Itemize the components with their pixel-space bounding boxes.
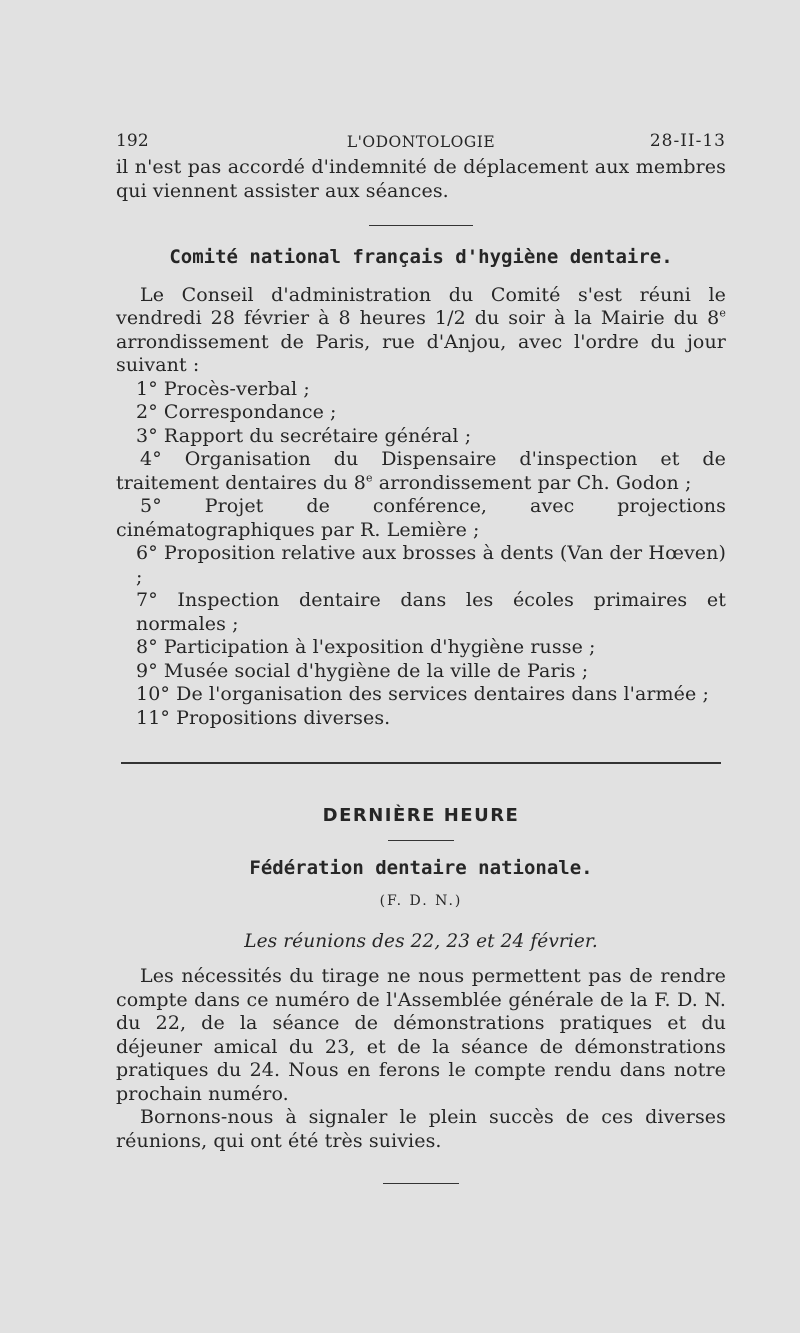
page-number: 192 [116,131,149,151]
agenda-item: 7° Inspection dentaire dans les écoles primaires et normales ; [136,589,726,635]
comite-heading: Comité national français d'hygiène dentaire. [169,246,673,268]
intro-paragraph: il n'est pas accordé d'indemnité de déplacement aux membres qui viennent assister aux séances. [116,156,726,202]
agenda-item: 3° Rapport du secrétaire général ; [136,424,472,447]
running-header [116,130,726,156]
journal-title: L'ODONTOLOGIE [346,133,496,151]
report-paragraph: Les nécessités du tirage ne nous permettent pas de rendre compte dans ce numéro de l'Assemblée générale de la F. D. N. du 22, de la séance de démonstrations pratiques et du déjeuner amical du 23, et de la séance de démonstrations pratiques du 24. Nous en ferons le compte rendu dans notre prochain numéro. [116,965,726,1105]
federation-abbreviation: (F. D. N.) [379,893,463,909]
comite-paragraph: Le Conseil d'administration du Comité s'est réuni le vendredi 28 février à 8 heures 1/2 du soir à la Mairie du 8e arrondissement de Paris, rue d'Anjou, avec l'ordre du jour suivant : [116,283,726,376]
journal-page [116,130,726,1184]
issue-date: 28-II-13 [649,131,726,151]
agenda-item: 11° Propositions diverses. [136,706,391,729]
derniere-heure-heading: DERNIÈRE HEURE [322,805,520,826]
agenda-item: 4° Organisation du Dispensaire d'inspection et de traitement dentaires du 8e arrondissement par Ch. Godon ; [116,448,726,494]
agenda-item: 1° Procès-verbal ; [136,377,310,400]
agenda-item: 2° Correspondance ; [136,401,337,423]
agenda-item: 6° Proposition relative aux brosses à dents (Van der Hœven) ; [136,542,726,588]
agenda-item: 9° Musée social d'hygiène de la ville de Paris ; [136,659,589,682]
agenda-item: 8° Participation à l'exposition d'hygiène russe ; [136,636,596,658]
end-divider [383,1183,459,1184]
agenda-list [116,378,726,731]
meeting-dates: Les réunions des 22, 23 et 24 février. [244,930,598,952]
federation-heading: Fédération dentaire nationale. [249,856,593,879]
agenda-item: 5° Projet de conférence, avec projections cinématographiques par R. Lemière ; [116,495,726,541]
report-paragraph: Bornons-nous à signaler le plein succès de ces diverses réunions, qui ont été très suivies. [116,1106,726,1152]
agenda-item: 10° De l'organisation des services dentaires dans l'armée ; [136,683,709,705]
